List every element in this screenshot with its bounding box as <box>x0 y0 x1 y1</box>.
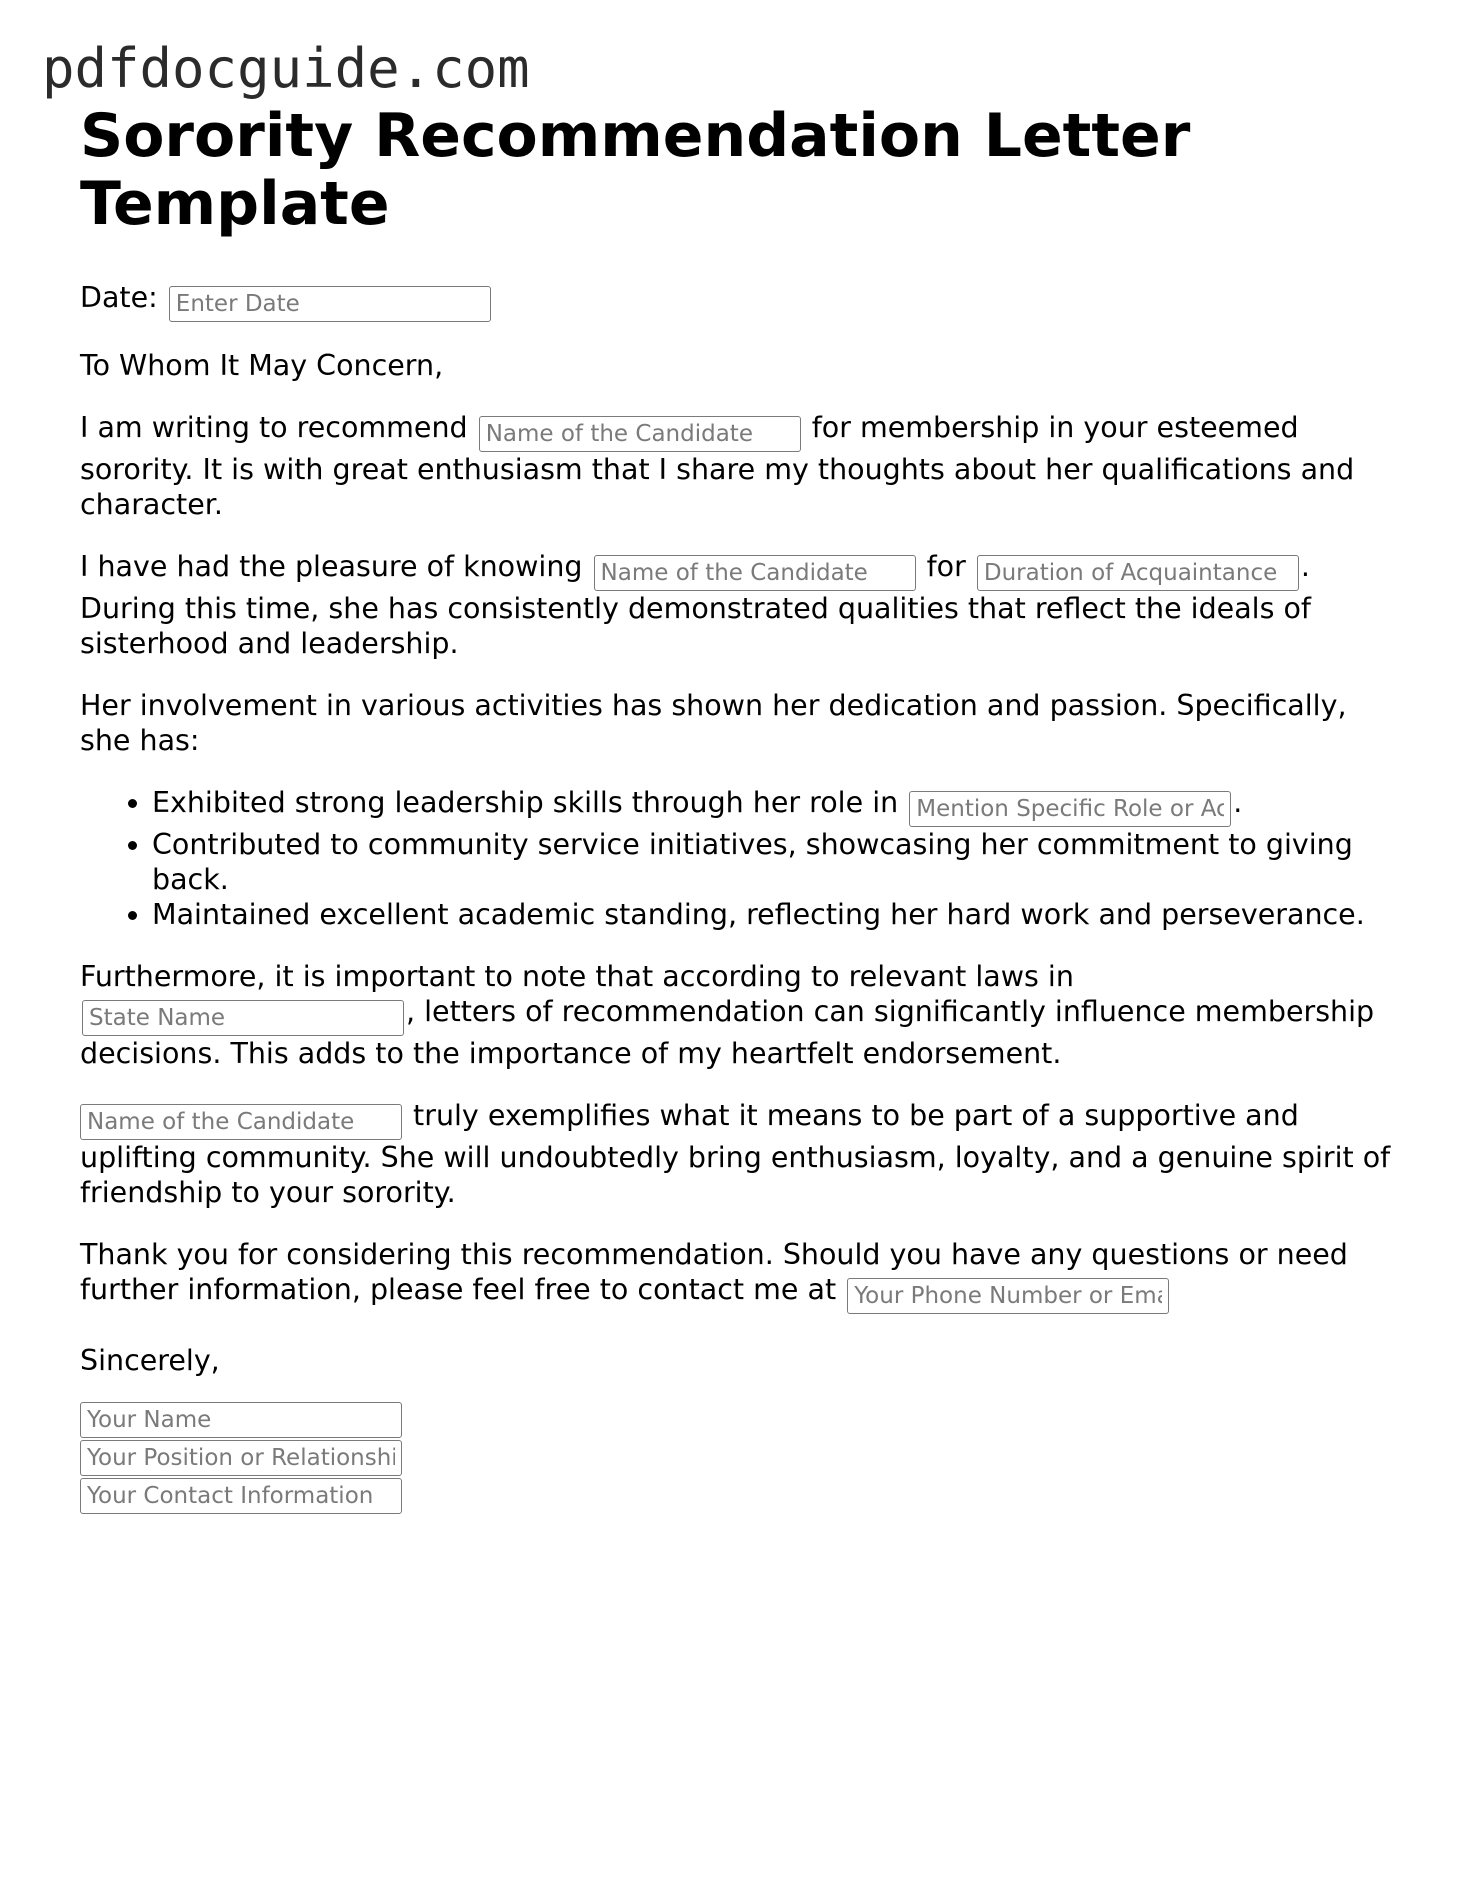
thanks-paragraph <box>80 1237 1400 1314</box>
site-watermark: pdfdocguide.com <box>42 37 530 100</box>
laws-text-after: , letters of recommendation can significantly influence membership decisions. This adds to the importance of my heartfelt endorsement. <box>80 995 1375 1070</box>
letter-page <box>80 102 1400 1516</box>
date-label: Date: <box>80 281 158 314</box>
qualities-list <box>80 785 1400 932</box>
list-item: • Maintained excellent academic standing, reflecting her hard work and perseverance. <box>152 897 1400 932</box>
laws-text-before: Furthermore, it is important to note that according to relevant laws in <box>80 960 1074 993</box>
laws-paragraph <box>80 959 1400 1071</box>
acquaintance-text-after: . During this time, she has consistently demonstrated qualities that reflect the ideals of sisterhood and leadership. <box>80 550 1311 660</box>
candidate-name-input-1[interactable] <box>479 416 801 452</box>
your-position-input[interactable] <box>80 1440 402 1476</box>
phone-email-input[interactable] <box>847 1278 1169 1314</box>
acquaintance-text-before: I have had the pleasure of knowing <box>80 550 592 583</box>
involvement-paragraph: Her involvement in various activities has shown her dedication and passion. Specifically, she has: <box>80 689 1347 757</box>
signature-block <box>80 1402 1400 1514</box>
closing: Sincerely, <box>80 1344 220 1377</box>
your-contact-input[interactable] <box>80 1478 402 1514</box>
role-activity-input[interactable] <box>909 791 1231 827</box>
date-line <box>80 280 1400 322</box>
page-title: Sorority Recommendation Letter Template <box>80 101 1191 239</box>
candidate-name-input-3[interactable] <box>80 1104 402 1140</box>
candidate-name-input-2[interactable] <box>594 555 916 591</box>
exemplifies-text-after: truly exemplifies what it means to be part of a supportive and uplifting community. She will undoubtedly bring enthusiasm, loyalty, and a genuine spirit of friendship to your sorority. <box>80 1099 1391 1209</box>
date-input[interactable] <box>169 286 491 322</box>
exemplifies-paragraph <box>80 1098 1400 1210</box>
list-item-1-after: . <box>1233 786 1243 819</box>
intro-text-before: I am writing to recommend <box>80 411 477 444</box>
your-name-input[interactable] <box>80 1402 402 1438</box>
greeting: To Whom It May Concern, <box>80 349 444 382</box>
list-item: • Contributed to community service initiatives, showcasing her commitment to giving back. <box>152 827 1400 897</box>
state-name-input[interactable] <box>82 1000 404 1036</box>
acquaintance-paragraph <box>80 549 1400 661</box>
duration-input[interactable] <box>977 555 1299 591</box>
thanks-text-before: Thank you for considering this recommendation. Should you have any questions or need further information, please feel free to contact me at <box>80 1238 1348 1306</box>
intro-paragraph <box>80 410 1400 522</box>
intro-text-after: for membership in your esteemed sorority. It is with great enthusiasm that I share my thoughts about her qualifications and character. <box>80 411 1355 521</box>
list-item-1-before: Exhibited strong leadership skills through her role in <box>152 786 908 819</box>
list-item <box>152 785 1400 827</box>
acquaintance-text-middle: for <box>917 550 975 583</box>
